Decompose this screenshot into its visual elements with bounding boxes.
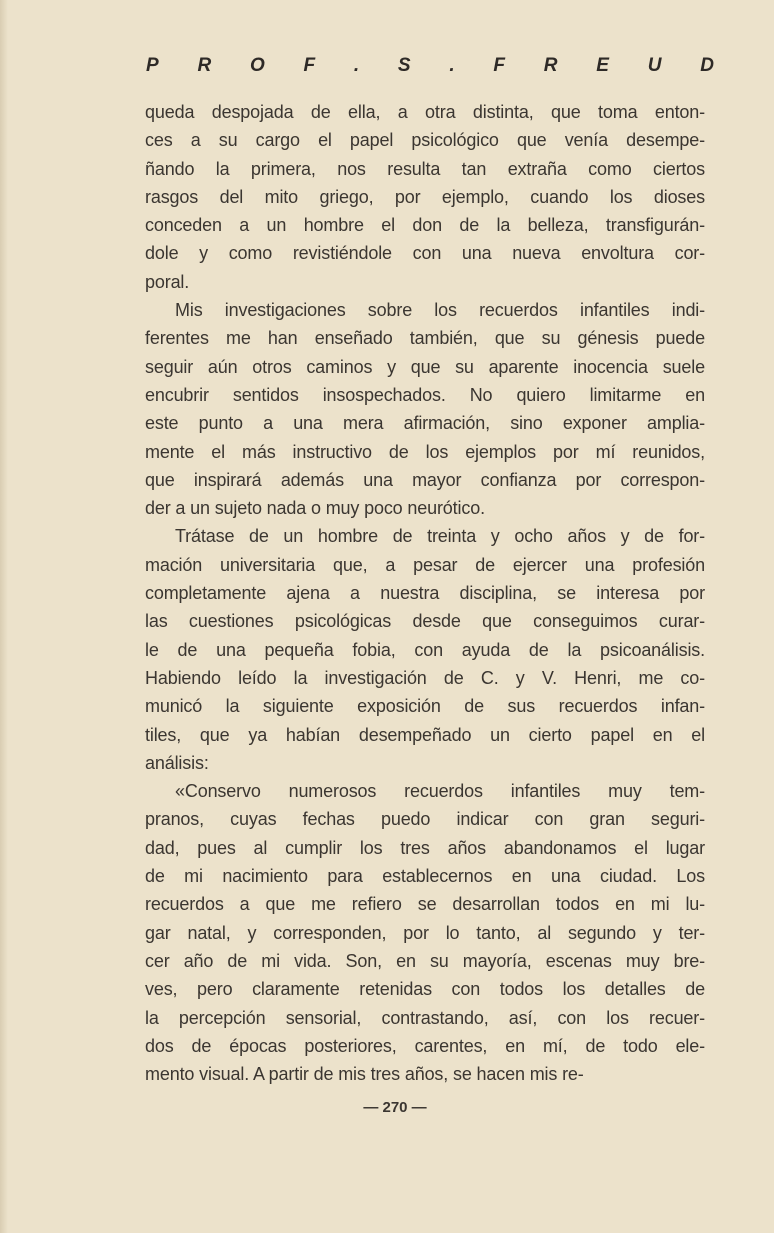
header-letter: F — [493, 55, 506, 76]
text-line: le de una pequeña fobia, con ayuda de la psicoanálisis. — [145, 639, 705, 660]
paragraph — [145, 98, 705, 296]
header-letter: P — [146, 55, 159, 76]
text-line: municó la siguiente exposición de sus recuerdos infan- — [145, 696, 705, 717]
header-letter: D — [700, 55, 714, 76]
text-line: que inspirará además una mayor confianza por correspon- — [145, 469, 705, 490]
header-letter: S — [397, 55, 411, 76]
header-letter: . — [449, 55, 455, 76]
page-number-footer — [145, 1098, 705, 1118]
header-letter: E — [596, 55, 609, 76]
text-line: ferentes me han enseñado también, que su génesis puede — [145, 328, 705, 349]
text-line: este punto a una mera afirmación, sino exponer amplia- — [145, 413, 705, 434]
text-line: conceden a un hombre el don de la belleza, transfigurán- — [145, 215, 705, 236]
header-letter: . — [353, 55, 360, 76]
text-line: mente el más instructivo de los ejemplos por mí reunidos, — [145, 441, 705, 462]
text-line: análisis: — [145, 752, 209, 773]
header-letter: R — [543, 55, 558, 76]
text-line: poral. — [145, 271, 190, 292]
text-line: las cuestiones psicológicas desde que conseguimos curar- — [145, 611, 705, 632]
text-line: completamente ajena a nuestra disciplina, se interesa por — [145, 583, 705, 604]
text-line: «Conservo numerosos recuerdos infantiles muy tem- — [175, 781, 705, 802]
paragraph — [145, 777, 705, 1088]
header-letter: F — [303, 55, 316, 76]
header-letter: U — [647, 55, 662, 76]
text-line: Habiendo leído la investigación de C. y V. Henri, me co- — [145, 667, 705, 688]
page-content — [145, 98, 705, 1118]
text-line: rasgos del mito griego, por ejemplo, cuando los dioses — [145, 186, 705, 207]
text-line: cer año de mi vida. Son, en su mayoría, escenas muy bre- — [145, 950, 705, 971]
paragraph — [145, 296, 705, 522]
text-line: pranos, cuyas fechas puedo indicar con gran seguri- — [145, 809, 705, 830]
page-body — [145, 98, 705, 1088]
running-header — [146, 54, 714, 78]
text-line: Mis investigaciones sobre los recuerdos infantiles indi- — [175, 300, 705, 321]
text-line: queda despojada de ella, a otra distinta, que toma enton- — [145, 102, 705, 122]
text-line: mación universitaria que, a pesar de ejercer una profesión — [145, 554, 705, 575]
text-line: encubrir sentidos insospechados. No quiero limitarme en — [145, 384, 705, 405]
text-line: de mi nacimiento para establecernos en una ciudad. Los — [145, 866, 705, 887]
text-line: tiles, que ya habían desempeñado un cierto papel en el — [145, 724, 705, 745]
paragraph — [145, 522, 705, 777]
header-letter: O — [249, 55, 265, 76]
text-line: ces a su cargo el papel psicológico que venía desempe- — [145, 130, 705, 151]
text-line: gar natal, y corresponden, por lo tanto, al segundo y ter- — [145, 922, 705, 943]
text-line: mento visual. A partir de mis tres años, se hacen mis re- — [145, 1064, 584, 1085]
text-line: dos de épocas posteriores, carentes, en mí, de todo ele- — [145, 1035, 705, 1056]
text-line: ñando la primera, nos resulta tan extraña como ciertos — [145, 158, 705, 179]
text-line: recuerdos a que me refiero se desarrollan todos en mi lu- — [145, 894, 705, 915]
text-line: dole y como revistiéndole con una nueva envoltura cor- — [145, 243, 705, 264]
text-line: seguir aún otros caminos y que su aparente inocencia suele — [145, 356, 705, 377]
text-line: Trátase de un hombre de treinta y ocho años y de for- — [175, 526, 705, 547]
text-line: ves, pero claramente retenidas con todos los detalles de — [145, 979, 705, 1000]
page-binding-edge — [0, 0, 8, 1233]
text-line: dad, pues al cumplir los tres años abandonamos el lugar — [145, 837, 705, 858]
header-letter: R — [197, 55, 212, 76]
text-line: der a un sujeto nada o muy poco neurótico. — [145, 498, 485, 519]
page-number: — 270 — — [363, 1099, 427, 1117]
text-line: la percepción sensorial, contrastando, así, con los recuer- — [145, 1007, 705, 1028]
